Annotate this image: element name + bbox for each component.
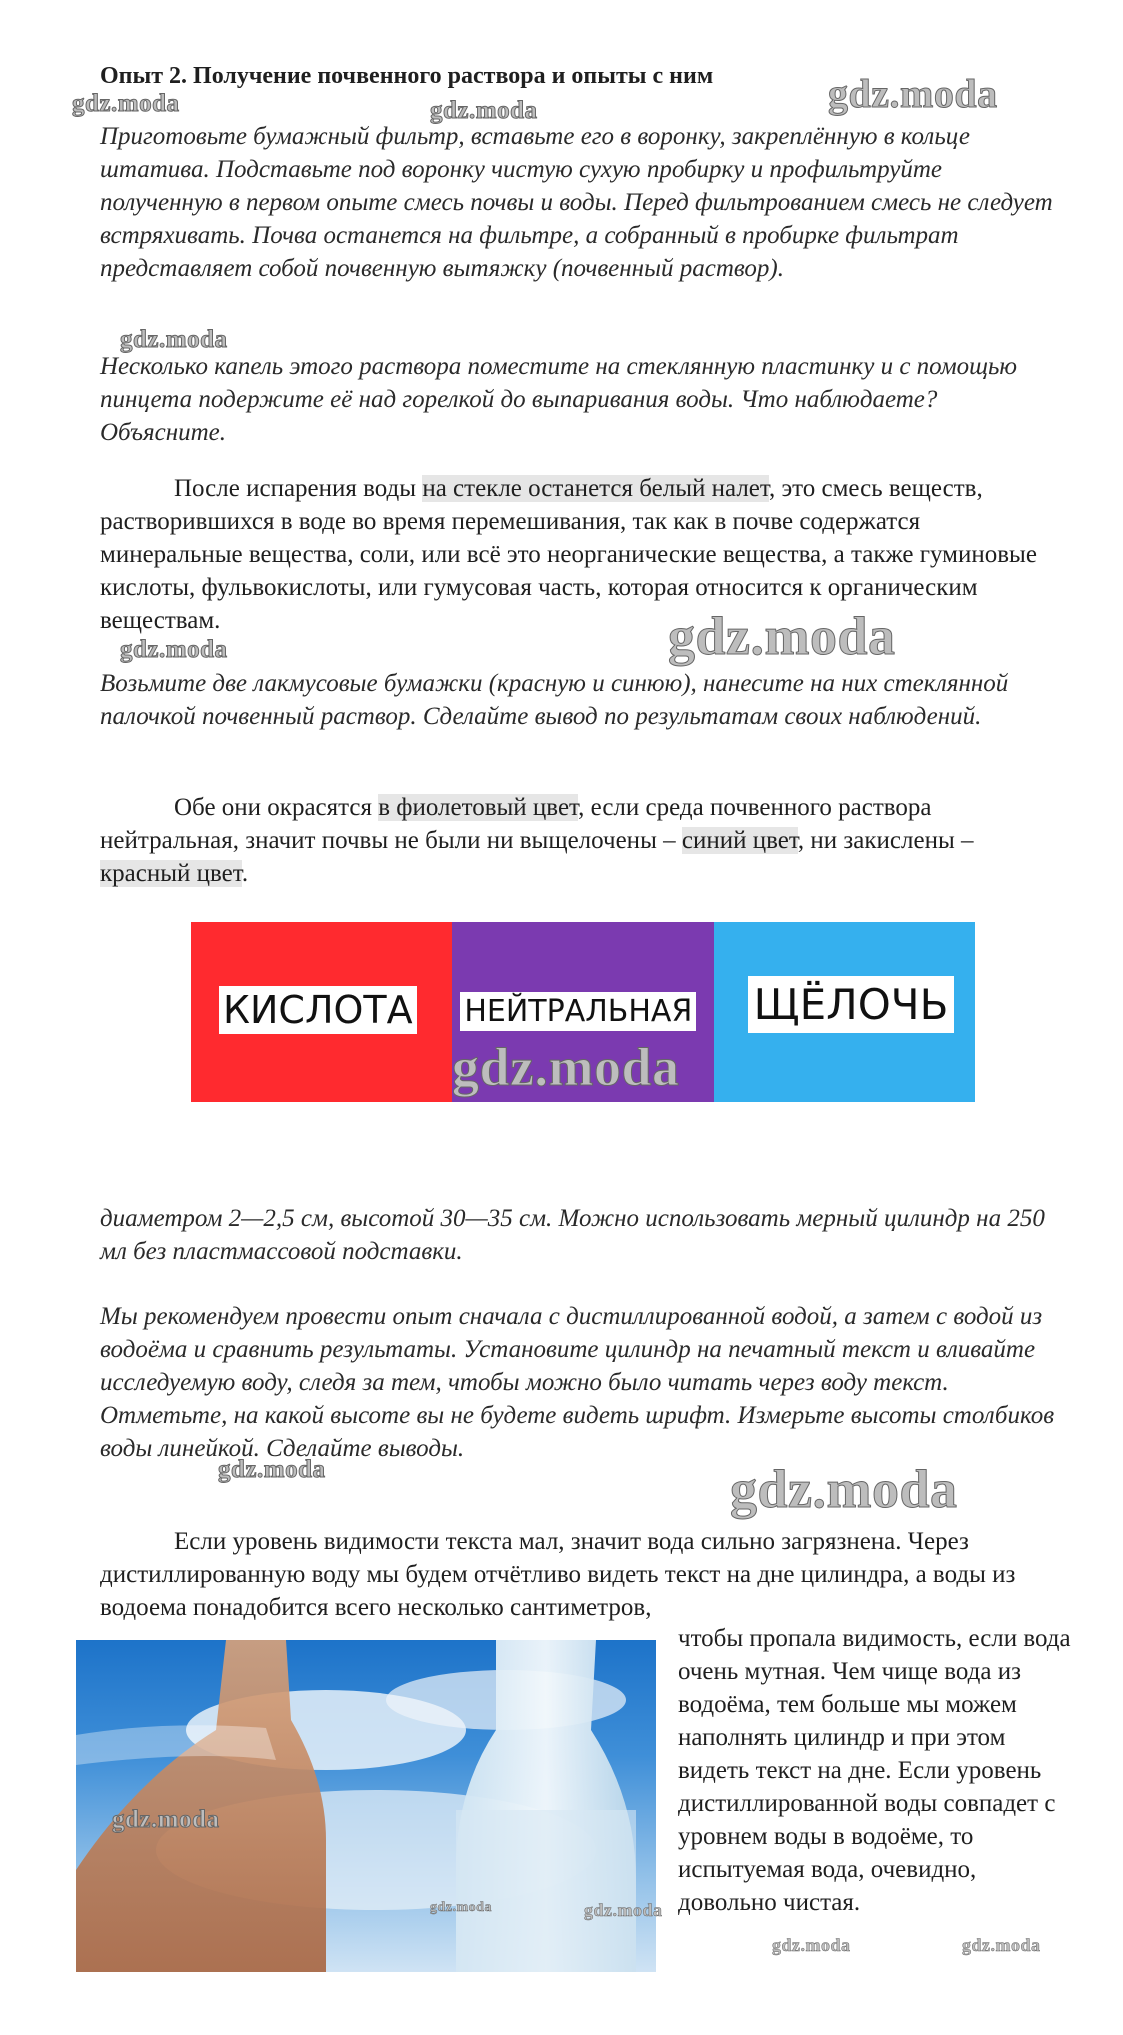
answer-text: . xyxy=(241,860,249,887)
task-filter-instructions: Приготовьте бумажный фильтр, вставьте его в воронку, закреплённую в кольце штатива. Подставьте под воронку чистую сухую пробирку и профильтруйте полученную в первом опыте смесь почвы и воды. Перед фильтрованием смесь не следует встряхивать. Почва останется на фильтре, а собранный в пробирке фильтрат представляет собой почвенную вытяжку (почвенный раствор). xyxy=(100,123,1053,282)
watermark: gdz.moda xyxy=(120,636,228,663)
highlight-violet: в фиолетовый цвет xyxy=(378,794,579,821)
alkali-band xyxy=(714,922,975,1102)
answer-evaporation xyxy=(100,472,1060,637)
watermark: gdz.moda xyxy=(828,71,998,116)
acid-label: КИСЛОТА xyxy=(219,986,417,1034)
neutral-label: НЕЙТРАЛЬНАЯ xyxy=(460,992,696,1031)
watermark: gdz.moda xyxy=(668,606,896,666)
answer-text: , ни закислены – xyxy=(797,827,974,854)
answer-text: Обе они окрасятся xyxy=(174,794,379,821)
highlight-white-residue: на стекле останется белый налет xyxy=(422,475,769,502)
watermark: gdz.moda xyxy=(218,1456,326,1483)
experiment-title: Опыт 2. Получение почвенного раствора и опыты с ним xyxy=(100,63,714,89)
answer-litmus xyxy=(100,791,1060,890)
task-transparency-instructions: Мы рекомендуем провести опыт сначала с дистиллированной водой, а затем с водой из водоёма и сравнить результаты. Установите цилиндр на печатный текст и вливайте исследуемую воду, следя за тем, чтобы можно было читать через воду текст. Отметьте, на какой высоте вы не будете видеть шрифт. Измерьте высоты столбиков воды линейкой. Сделайте выводы. xyxy=(100,1303,1055,1462)
watermark: gdz.moda xyxy=(112,1806,220,1833)
watermark: gdz.moda xyxy=(120,326,228,353)
alkali-label: ЩЁЛОЧЬ xyxy=(748,976,955,1033)
highlight-blue: синий цвет xyxy=(681,827,798,854)
watermark: gdz.moda xyxy=(962,1935,1041,1955)
task-evaporation-question: Несколько капель этого раствора поместите на стеклянную пластинку и с помощью пинцета подержите её над горелкой до выпаривания воды. Что наблюдаете? Объясните. xyxy=(100,353,1018,446)
answer-transparency: Если уровень видимости текста мал, значит вода сильно загрязнена. Через дистиллированную воду мы будем отчётливо видеть текст на дне цилиндра, а воды из водоема понадобится всего несколько сантиметров, xyxy=(100,1528,1016,1621)
watermark: gdz.moda xyxy=(430,1900,492,1915)
watermark: gdz.moda xyxy=(772,1935,851,1955)
answer-text: , это смесь веществ, растворившихся в воде во время перемешивания, так как в почве содержатся минеральные вещества, соли, или всё это неорганические вещества, а также гуминовые кислоты, фульвокислоты, или гумусовая часть, которая относится к органическим веществам. xyxy=(100,475,1037,634)
task-litmus-question: Возьмите две лакмусовые бумажки (красную и синюю), нанесите на них стеклянной палочкой почвенный раствор. Сделайте вывод по результатам своих наблюдений. xyxy=(100,670,1009,730)
answer-text: , если среда почвенного раствора нейтральная, значит почвы не были ни выщелочены – xyxy=(100,794,932,854)
answer-transparency-continued: чтобы пропала видимость, если вода очень мутная. Чем чище вода из водоёма, тем больше мы можем наполнять цилиндр и при этом видеть текст на дне. Если уровень дистиллированной воды совпадет с уровнем воды в водоёме, то испытуемая вода, очевидно, довольно чистая. xyxy=(678,1625,1071,1916)
watermark: gdz.moda xyxy=(452,1037,680,1097)
answer-text: После испарения воды xyxy=(174,475,423,502)
watermark: gdz.moda xyxy=(584,1900,663,1920)
acid-band xyxy=(191,922,452,1102)
watermark: gdz.moda xyxy=(72,90,180,117)
watermark: gdz.moda xyxy=(430,97,538,124)
highlight-red: красный цвет xyxy=(100,860,242,887)
task-cylinder-partial: диаметром 2—2,5 см, высотой 30—35 см. Можно использовать мерный цилиндр на 250 мл без пластмассовой подставки. xyxy=(100,1205,1045,1265)
watermark: gdz.moda xyxy=(730,1459,958,1519)
